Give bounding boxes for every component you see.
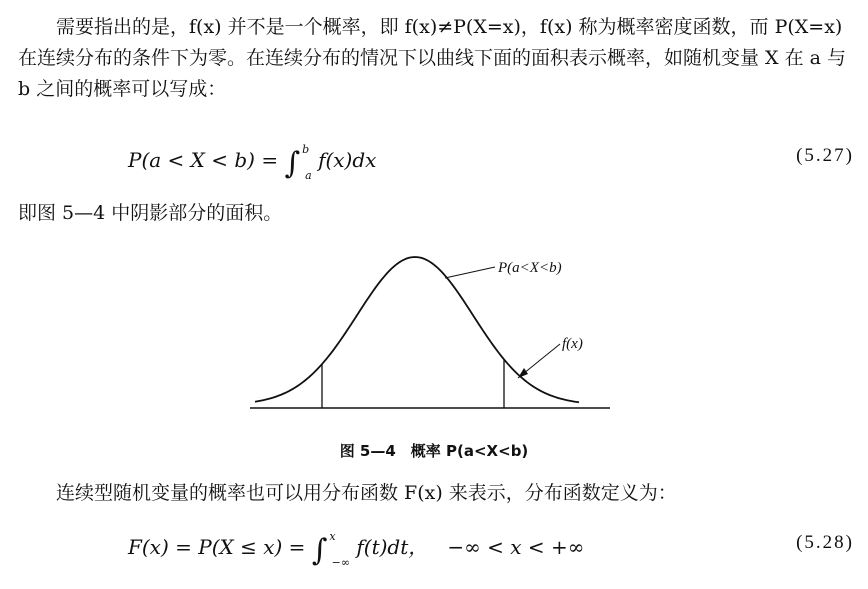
eq2-range: −∞ < x < +∞: [447, 535, 585, 559]
equation-5-27: [0, 137, 868, 182]
prob-leader-line: [445, 267, 495, 278]
paragraph-distribution-function: 连续型随机变量的概率也可以用分布函数 F(x) 来表示，分布函数定义为：: [56, 482, 677, 504]
prob-label: P(a<X<b): [498, 260, 562, 276]
eq2-integrand: f(t)dt，: [356, 535, 429, 559]
equation-5-28-formula: [128, 530, 584, 569]
eq1-lower-limit: a: [305, 169, 312, 182]
f-leader-arrowhead: [518, 368, 528, 378]
equation-number-5-27: (5.27): [796, 145, 854, 166]
integral-sign: ∫: [284, 146, 301, 181]
figure-caption: 图 5—4 概率 P(a<X<b): [339, 442, 529, 460]
eq1-upper-limit: b: [302, 143, 310, 156]
paragraph-density-intro: 需要指出的是，f(x) 并不是一个概率，即 f(x)≠P(X=x)，f(x) 称为概率密度函数，而 P(X=x) 在连续分布的条件下为零。在连续分布的情况下以曲线下面的面积表示概率，如随机变量 X 在 a 与 b 之间的概率可以写成：: [18, 16, 847, 100]
eq2-upper-limit: x: [329, 530, 336, 543]
density-curve: [255, 257, 579, 402]
integral-sign-2: ∫: [311, 533, 328, 568]
equation-number-5-28: (5.28): [796, 532, 854, 553]
eq1-lhs: P(a < X < b) =: [128, 148, 285, 172]
normal-curve-figure: [240, 240, 620, 420]
eq2-lower-limit: −∞: [331, 556, 351, 569]
eq2-lhs: F(x) = P(X ≤ x) =: [128, 535, 312, 559]
paragraph-figure-ref: 即图 5—4 中阴影部分的面积。: [18, 202, 283, 224]
f-label: f(x): [562, 336, 583, 352]
equation-5-28: [0, 524, 868, 569]
equation-5-27-formula: [128, 143, 376, 182]
eq1-integrand: f(x)dx: [318, 148, 377, 172]
